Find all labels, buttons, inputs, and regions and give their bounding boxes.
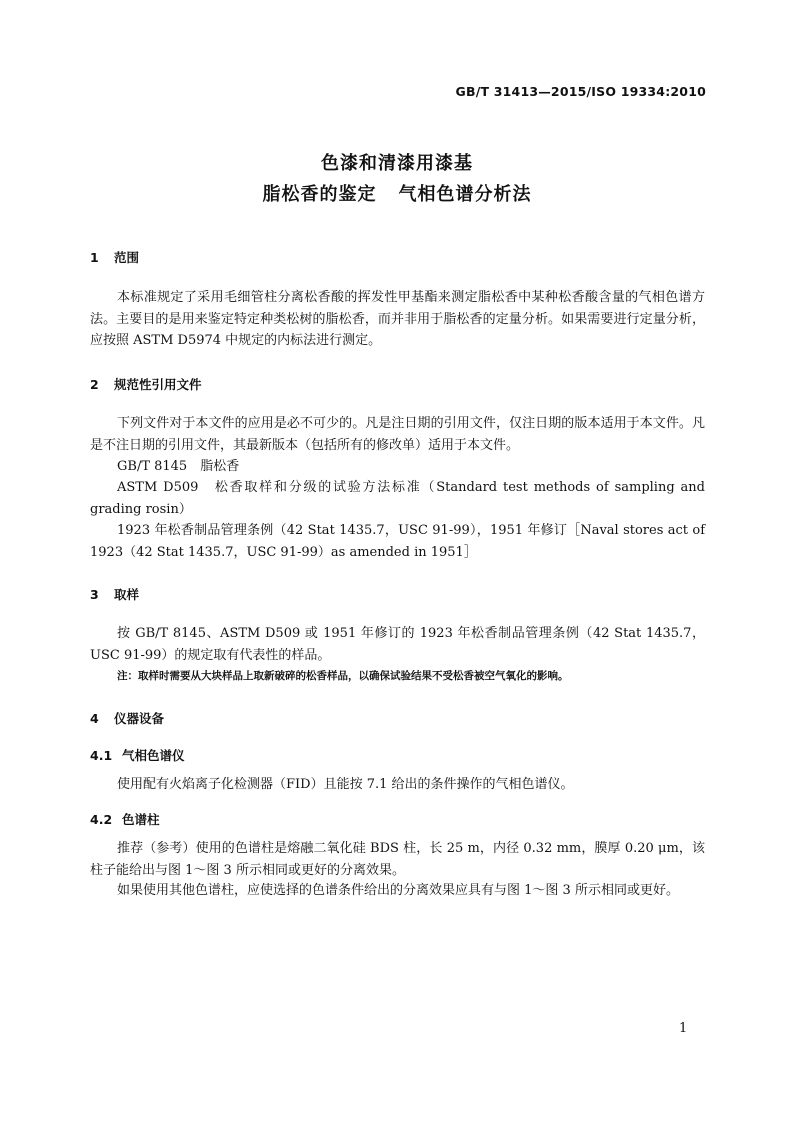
section-2-number: 2 xyxy=(90,377,99,392)
section-4-heading xyxy=(90,709,164,727)
section-1-paragraph: 本标准规定了采用毛细管柱分离松香酸的挥发性甲基酯来测定脂松香中某种松香酸含量的气相色谱方法。主要目的是用来鉴定特定种类松树的脂松香，而并非用于脂松香的定量分析。如果需要进行定量分析，应按照 ASTM D5974 中规定的内标法进行测定。 xyxy=(90,290,705,348)
reference-astm-d509: ASTM D509 松香取样和分级的试验方法标准（Standard test methods of sampling and grading rosin） xyxy=(90,480,705,517)
section-2-heading xyxy=(90,375,202,393)
title-line-2-part-1: 脂松香的鉴定 xyxy=(262,184,377,205)
section-1-title: 范围 xyxy=(114,250,140,265)
title-line-2-part-2: 气相色谱分析法 xyxy=(398,184,532,205)
standard-code: GB/T 31413—2015/ISO 19334:2010 xyxy=(455,84,706,99)
section-4-2-title: 色谱柱 xyxy=(122,812,160,827)
section-4-title: 仪器设备 xyxy=(114,711,165,726)
section-3-number: 3 xyxy=(90,587,99,602)
section-4-1-heading xyxy=(90,746,185,764)
reference-naval-stores-act: 1923 年松香制品管理条例（42 Stat 1435.7，USC 91-99），1951 年修订［Naval stores act of 1923（42 Stat 1435.7，USC 91-99）as amended in 1951］ xyxy=(90,523,705,560)
section-2-paragraph: 下列文件对于本文件的应用是必不可少的。凡是注日期的引用文件，仅注日期的版本适用于本文件。凡是不注日期的引用文件，其最新版本（包括所有的修改单）适用于本文件。 xyxy=(90,416,705,453)
section-3-paragraph: 按 GB/T 8145、ASTM D509 或 1951 年修订的 1923 年松香制品管理条例（42 Stat 1435.7，USC 91-99）的规定取有代表性的样品。 xyxy=(90,626,705,663)
section-4-2-heading xyxy=(90,810,160,828)
section-1-heading xyxy=(90,248,139,266)
section-4-number: 4 xyxy=(90,711,99,726)
section-4-2-number: 4.2 xyxy=(90,812,113,827)
section-4-1-paragraph: 使用配有火焰离子化检测器（FID）且能按 7.1 给出的条件操作的气相色谱仪。 xyxy=(117,777,574,792)
section-4-2-paragraph-2: 如果使用其他色谱柱，应使选择的色谱条件给出的分离效果应具有与图 1～图 3 所示相同或更好。 xyxy=(117,883,679,898)
section-1-number: 1 xyxy=(90,250,99,265)
document-title xyxy=(0,148,794,210)
section-4-1-number: 4.1 xyxy=(90,748,113,763)
page-number: 1 xyxy=(679,1021,688,1036)
section-3-title: 取样 xyxy=(114,587,140,602)
section-3-heading xyxy=(90,585,139,603)
reference-gbt-8145: GB/T 8145 脂松香 xyxy=(117,459,240,474)
section-3-note: 注：取样时需要从大块样品上取新破碎的松香样品，以确保试验结果不受松香被空气氧化的影响。 xyxy=(117,670,569,682)
section-4-1-title: 气相色谱仪 xyxy=(122,748,185,763)
section-4-2-paragraph-1: 推荐（参考）使用的色谱柱是熔融二氧化硅 BDS 柱，长 25 m，内径 0.32 mm，膜厚 0.20 μm，该柱子能给出与图 1～图 3 所示相同或更好的分离效果。 xyxy=(90,841,705,878)
title-line-1: 色漆和清漆用漆基 xyxy=(321,153,473,174)
title-line-2 xyxy=(0,179,794,210)
section-2-title: 规范性引用文件 xyxy=(114,377,202,392)
